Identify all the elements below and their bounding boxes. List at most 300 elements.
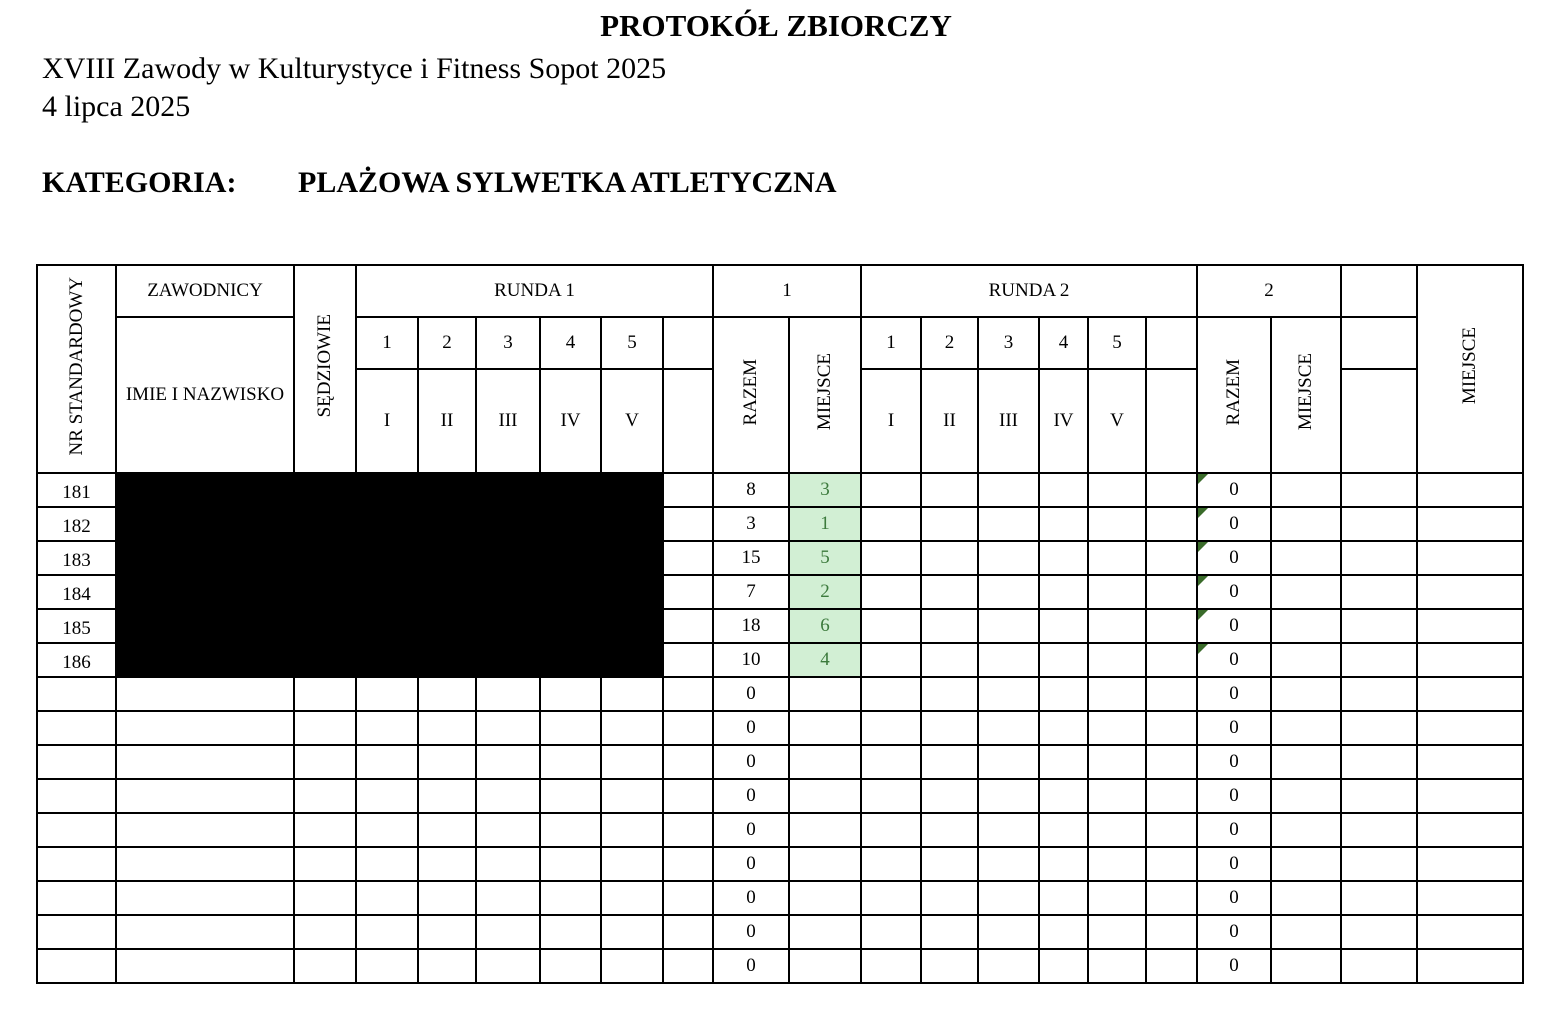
final-place <box>1417 575 1523 609</box>
empty-cell <box>116 881 294 915</box>
empty-cell <box>1146 643 1197 677</box>
empty-cell <box>1088 609 1146 643</box>
empty-cell <box>921 779 978 813</box>
razem-round1: 0 <box>713 813 789 847</box>
empty-cell <box>1039 915 1088 949</box>
miejsce-round2 <box>1271 881 1341 915</box>
empty-cell <box>1039 779 1088 813</box>
judge-roman: III <box>978 369 1039 473</box>
col-header-razem2: RAZEM <box>1197 317 1271 473</box>
empty-cell <box>601 881 663 915</box>
col-header-nr: NR STANDARDOWY <box>37 265 116 473</box>
empty-cell <box>1146 677 1197 711</box>
comment-flag-icon <box>1198 508 1208 518</box>
empty-cell <box>1039 609 1088 643</box>
table-row <box>37 915 1523 949</box>
empty-cell <box>861 813 921 847</box>
empty-cell <box>540 711 601 745</box>
athlete-number <box>37 915 116 949</box>
miejsce-round1 <box>789 915 861 949</box>
judge-number-blank <box>663 317 713 369</box>
comment-flag-icon <box>1198 644 1208 654</box>
empty-cell <box>418 813 476 847</box>
col-header-miejsce2: MIEJSCE <box>1271 317 1341 473</box>
miejsce-round1 <box>789 779 861 813</box>
empty-cell <box>861 507 921 541</box>
empty-cell <box>663 745 713 779</box>
judge-roman: III <box>476 369 540 473</box>
col-header-round1-score: 1 <box>713 265 861 317</box>
empty-cell <box>663 779 713 813</box>
miejsce-round2 <box>1271 541 1341 575</box>
empty-cell <box>601 915 663 949</box>
empty-cell <box>1146 813 1197 847</box>
judge-number: 1 <box>356 317 418 369</box>
final-place <box>1417 643 1523 677</box>
empty-cell <box>978 541 1039 575</box>
empty-cell <box>1088 745 1146 779</box>
empty-cell <box>1146 507 1197 541</box>
miejsce-round1 <box>789 847 861 881</box>
final-place <box>1417 507 1523 541</box>
empty-cell <box>1341 745 1417 779</box>
judge-number: 1 <box>861 317 921 369</box>
empty-cell <box>356 677 418 711</box>
table-row <box>37 881 1523 915</box>
judge-roman: IV <box>1039 369 1088 473</box>
empty-cell <box>861 575 921 609</box>
athlete-number: 181 <box>37 473 116 507</box>
empty-cell <box>356 745 418 779</box>
miejsce-round1 <box>789 949 861 983</box>
col-header-judges: SĘDZIOWIE <box>294 265 356 473</box>
empty-cell <box>116 813 294 847</box>
empty-cell <box>921 745 978 779</box>
empty-cell <box>1088 779 1146 813</box>
empty-cell <box>1341 711 1417 745</box>
col-header-miejsce1: MIEJSCE <box>789 317 861 473</box>
empty-cell <box>921 643 978 677</box>
col-header-round1: RUNDA 1 <box>356 265 713 317</box>
judge-number: 5 <box>1088 317 1146 369</box>
judge-number-blank <box>1146 317 1197 369</box>
empty-cell <box>978 643 1039 677</box>
judge-number: 4 <box>540 317 601 369</box>
empty-cell <box>418 745 476 779</box>
table-row <box>37 677 1523 711</box>
empty-cell <box>540 915 601 949</box>
empty-cell <box>1341 677 1417 711</box>
razem-round2: 0 <box>1197 541 1271 575</box>
judge-number: 2 <box>921 317 978 369</box>
razem-round1: 8 <box>713 473 789 507</box>
razem-round2: 0 <box>1197 745 1271 779</box>
judge-number: 3 <box>476 317 540 369</box>
empty-cell <box>294 881 356 915</box>
comment-flag-icon <box>1198 610 1208 620</box>
table-row <box>37 473 1523 507</box>
empty-cell <box>1146 541 1197 575</box>
empty-cell <box>1039 643 1088 677</box>
razem-round2: 0 <box>1197 643 1271 677</box>
empty-cell <box>1088 915 1146 949</box>
empty-cell <box>1088 507 1146 541</box>
empty-cell <box>356 949 418 983</box>
empty-cell <box>663 541 713 575</box>
empty-cell <box>116 677 294 711</box>
razem-round1: 3 <box>713 507 789 541</box>
empty-cell <box>1146 847 1197 881</box>
miejsce-round1: 5 <box>789 541 861 575</box>
athlete-number: 186 <box>37 643 116 677</box>
col-header-zawodnicy: ZAWODNICY <box>116 265 294 317</box>
empty-cell <box>540 881 601 915</box>
athlete-number: 183 <box>37 541 116 575</box>
empty-cell <box>1341 915 1417 949</box>
judge-roman: I <box>356 369 418 473</box>
empty-cell <box>1088 711 1146 745</box>
empty-cell <box>601 711 663 745</box>
athlete-number <box>37 847 116 881</box>
empty-cell <box>356 779 418 813</box>
razem-round1: 15 <box>713 541 789 575</box>
empty-cell <box>1146 575 1197 609</box>
empty-cell <box>861 541 921 575</box>
empty-cell <box>418 779 476 813</box>
empty-cell <box>978 677 1039 711</box>
miejsce-round1 <box>789 745 861 779</box>
table-row <box>37 779 1523 813</box>
athlete-number <box>37 711 116 745</box>
final-place <box>1417 473 1523 507</box>
miejsce-round1: 1 <box>789 507 861 541</box>
empty-cell <box>540 745 601 779</box>
miejsce-round2 <box>1271 745 1341 779</box>
judge-roman-blank <box>1146 369 1197 473</box>
empty-cell <box>418 949 476 983</box>
empty-cell <box>1039 881 1088 915</box>
miejsce-round1: 3 <box>789 473 861 507</box>
empty-cell <box>921 915 978 949</box>
athlete-number <box>37 677 116 711</box>
empty-cell <box>116 949 294 983</box>
razem-round2: 0 <box>1197 881 1271 915</box>
empty-cell <box>921 677 978 711</box>
empty-cell <box>1088 541 1146 575</box>
empty-cell <box>861 677 921 711</box>
empty-cell <box>601 677 663 711</box>
judge-roman: V <box>1088 369 1146 473</box>
empty-cell <box>1039 473 1088 507</box>
miejsce-round1 <box>789 813 861 847</box>
empty-cell <box>418 915 476 949</box>
final-place <box>1417 813 1523 847</box>
empty-cell <box>294 779 356 813</box>
empty-cell <box>663 847 713 881</box>
empty-cell <box>294 677 356 711</box>
empty-cell <box>601 847 663 881</box>
table-row <box>37 813 1523 847</box>
empty-cell <box>978 575 1039 609</box>
empty-cell <box>1341 847 1417 881</box>
empty-cell <box>540 813 601 847</box>
empty-cell <box>921 473 978 507</box>
col-header-blank <box>1341 317 1417 369</box>
empty-cell <box>294 745 356 779</box>
empty-cell <box>1341 881 1417 915</box>
judge-roman: V <box>601 369 663 473</box>
empty-cell <box>116 711 294 745</box>
athlete-number: 182 <box>37 507 116 541</box>
final-place <box>1417 881 1523 915</box>
empty-cell <box>1146 609 1197 643</box>
empty-cell <box>978 915 1039 949</box>
miejsce-round1: 2 <box>789 575 861 609</box>
empty-cell <box>663 677 713 711</box>
category-value: PLAŻOWA SYLWETKA ATLETYCZNA <box>298 166 837 199</box>
miejsce-round2 <box>1271 507 1341 541</box>
empty-cell <box>861 609 921 643</box>
empty-cell <box>978 745 1039 779</box>
empty-cell <box>1039 507 1088 541</box>
empty-cell <box>861 643 921 677</box>
empty-cell <box>861 847 921 881</box>
razem-round2: 0 <box>1197 847 1271 881</box>
empty-cell <box>978 881 1039 915</box>
empty-cell <box>1039 541 1088 575</box>
col-header-razem1: RAZEM <box>713 317 789 473</box>
empty-cell <box>1341 643 1417 677</box>
miejsce-round1 <box>789 711 861 745</box>
empty-cell <box>476 711 540 745</box>
empty-cell <box>418 677 476 711</box>
empty-cell <box>601 949 663 983</box>
empty-cell <box>1146 745 1197 779</box>
empty-cell <box>1039 847 1088 881</box>
judge-roman: II <box>921 369 978 473</box>
empty-cell <box>540 949 601 983</box>
judge-number: 4 <box>1039 317 1088 369</box>
empty-cell <box>978 813 1039 847</box>
table-row <box>37 745 1523 779</box>
empty-cell <box>294 949 356 983</box>
empty-cell <box>921 541 978 575</box>
empty-cell <box>663 949 713 983</box>
empty-cell <box>601 813 663 847</box>
empty-cell <box>861 711 921 745</box>
final-place <box>1417 677 1523 711</box>
razem-round1: 0 <box>713 779 789 813</box>
empty-cell <box>1088 473 1146 507</box>
athlete-number <box>37 745 116 779</box>
empty-cell <box>294 711 356 745</box>
empty-cell <box>921 609 978 643</box>
empty-cell <box>1146 881 1197 915</box>
empty-cell <box>356 847 418 881</box>
miejsce-round2 <box>1271 915 1341 949</box>
empty-cell <box>921 813 978 847</box>
razem-round1: 0 <box>713 677 789 711</box>
athlete-number <box>37 779 116 813</box>
empty-cell <box>1146 473 1197 507</box>
empty-cell <box>116 847 294 881</box>
empty-cell <box>1039 677 1088 711</box>
miejsce-round1: 4 <box>789 643 861 677</box>
empty-cell <box>921 575 978 609</box>
empty-cell <box>601 779 663 813</box>
judge-number: 2 <box>418 317 476 369</box>
empty-cell <box>861 915 921 949</box>
redacted-block <box>116 473 663 677</box>
razem-round2: 0 <box>1197 949 1271 983</box>
miejsce-round2 <box>1271 779 1341 813</box>
empty-cell <box>978 473 1039 507</box>
razem-round2: 0 <box>1197 711 1271 745</box>
empty-cell <box>921 881 978 915</box>
empty-cell <box>921 507 978 541</box>
razem-round1: 0 <box>713 881 789 915</box>
judge-roman: II <box>418 369 476 473</box>
empty-cell <box>418 711 476 745</box>
empty-cell <box>356 915 418 949</box>
col-header-name: IMIE I NAZWISKO <box>116 317 294 473</box>
miejsce-round1: 6 <box>789 609 861 643</box>
empty-cell <box>1088 847 1146 881</box>
empty-cell <box>1088 881 1146 915</box>
empty-cell <box>356 881 418 915</box>
miejsce-round2 <box>1271 847 1341 881</box>
empty-cell <box>1341 813 1417 847</box>
empty-cell <box>978 507 1039 541</box>
empty-cell <box>1088 643 1146 677</box>
empty-cell <box>861 473 921 507</box>
empty-cell <box>921 847 978 881</box>
empty-cell <box>1341 541 1417 575</box>
empty-cell <box>1341 473 1417 507</box>
empty-cell <box>356 813 418 847</box>
table-row <box>37 847 1523 881</box>
empty-cell <box>476 745 540 779</box>
empty-cell <box>663 609 713 643</box>
empty-cell <box>294 847 356 881</box>
empty-cell <box>1088 677 1146 711</box>
final-place <box>1417 711 1523 745</box>
empty-cell <box>978 949 1039 983</box>
razem-round1: 0 <box>713 915 789 949</box>
empty-cell <box>1039 949 1088 983</box>
empty-cell <box>1088 813 1146 847</box>
empty-cell <box>476 915 540 949</box>
empty-cell <box>116 745 294 779</box>
empty-cell <box>540 779 601 813</box>
empty-cell <box>116 915 294 949</box>
empty-cell <box>540 847 601 881</box>
empty-cell <box>418 847 476 881</box>
comment-flag-icon <box>1198 576 1208 586</box>
empty-cell <box>294 915 356 949</box>
empty-cell <box>356 711 418 745</box>
empty-cell <box>1146 711 1197 745</box>
empty-cell <box>663 881 713 915</box>
category-label: KATEGORIA: <box>42 166 237 199</box>
results-table <box>36 264 1524 984</box>
judge-number: 3 <box>978 317 1039 369</box>
miejsce-round1 <box>789 881 861 915</box>
comment-flag-icon <box>1198 542 1208 552</box>
athlete-number: 184 <box>37 575 116 609</box>
empty-cell <box>476 847 540 881</box>
razem-round1: 18 <box>713 609 789 643</box>
miejsce-round2 <box>1271 949 1341 983</box>
empty-cell <box>476 779 540 813</box>
empty-cell <box>1341 949 1417 983</box>
empty-cell <box>978 847 1039 881</box>
empty-cell <box>116 779 294 813</box>
final-place <box>1417 779 1523 813</box>
empty-cell <box>601 745 663 779</box>
miejsce-round2 <box>1271 677 1341 711</box>
empty-cell <box>1039 575 1088 609</box>
miejsce-round1 <box>789 677 861 711</box>
empty-cell <box>1039 813 1088 847</box>
final-place <box>1417 609 1523 643</box>
col-header-final-place: MIEJSCE <box>1417 265 1523 473</box>
empty-cell <box>663 575 713 609</box>
event-name: XVIII Zawody w Kulturystyce i Fitness Sopot 2025 <box>42 52 667 85</box>
miejsce-round2 <box>1271 711 1341 745</box>
empty-cell <box>861 745 921 779</box>
empty-cell <box>476 881 540 915</box>
col-header-blank <box>1341 265 1417 317</box>
razem-round1: 7 <box>713 575 789 609</box>
empty-cell <box>663 507 713 541</box>
page-title: PROTOKÓŁ ZBIORCZY <box>600 8 952 43</box>
razem-round1: 10 <box>713 643 789 677</box>
final-place <box>1417 541 1523 575</box>
miejsce-round2 <box>1271 643 1341 677</box>
miejsce-round2 <box>1271 813 1341 847</box>
razem-round1: 0 <box>713 949 789 983</box>
razem-round2: 0 <box>1197 779 1271 813</box>
athlete-number <box>37 949 116 983</box>
razem-round2: 0 <box>1197 915 1271 949</box>
table-row <box>37 711 1523 745</box>
empty-cell <box>663 915 713 949</box>
razem-round2: 0 <box>1197 507 1271 541</box>
athlete-number <box>37 881 116 915</box>
empty-cell <box>1039 711 1088 745</box>
col-header-blank <box>1341 369 1417 473</box>
empty-cell <box>1146 915 1197 949</box>
empty-cell <box>921 711 978 745</box>
athlete-number <box>37 813 116 847</box>
col-header-round2: RUNDA 2 <box>861 265 1197 317</box>
empty-cell <box>663 643 713 677</box>
miejsce-round2 <box>1271 575 1341 609</box>
event-date: 4 lipca 2025 <box>42 90 191 123</box>
final-place <box>1417 847 1523 881</box>
razem-round2: 0 <box>1197 677 1271 711</box>
empty-cell <box>978 609 1039 643</box>
empty-cell <box>1341 609 1417 643</box>
miejsce-round2 <box>1271 609 1341 643</box>
empty-cell <box>418 881 476 915</box>
empty-cell <box>1088 575 1146 609</box>
col-header-round2-score: 2 <box>1197 265 1341 317</box>
empty-cell <box>1146 949 1197 983</box>
empty-cell <box>663 473 713 507</box>
judge-roman: IV <box>540 369 601 473</box>
